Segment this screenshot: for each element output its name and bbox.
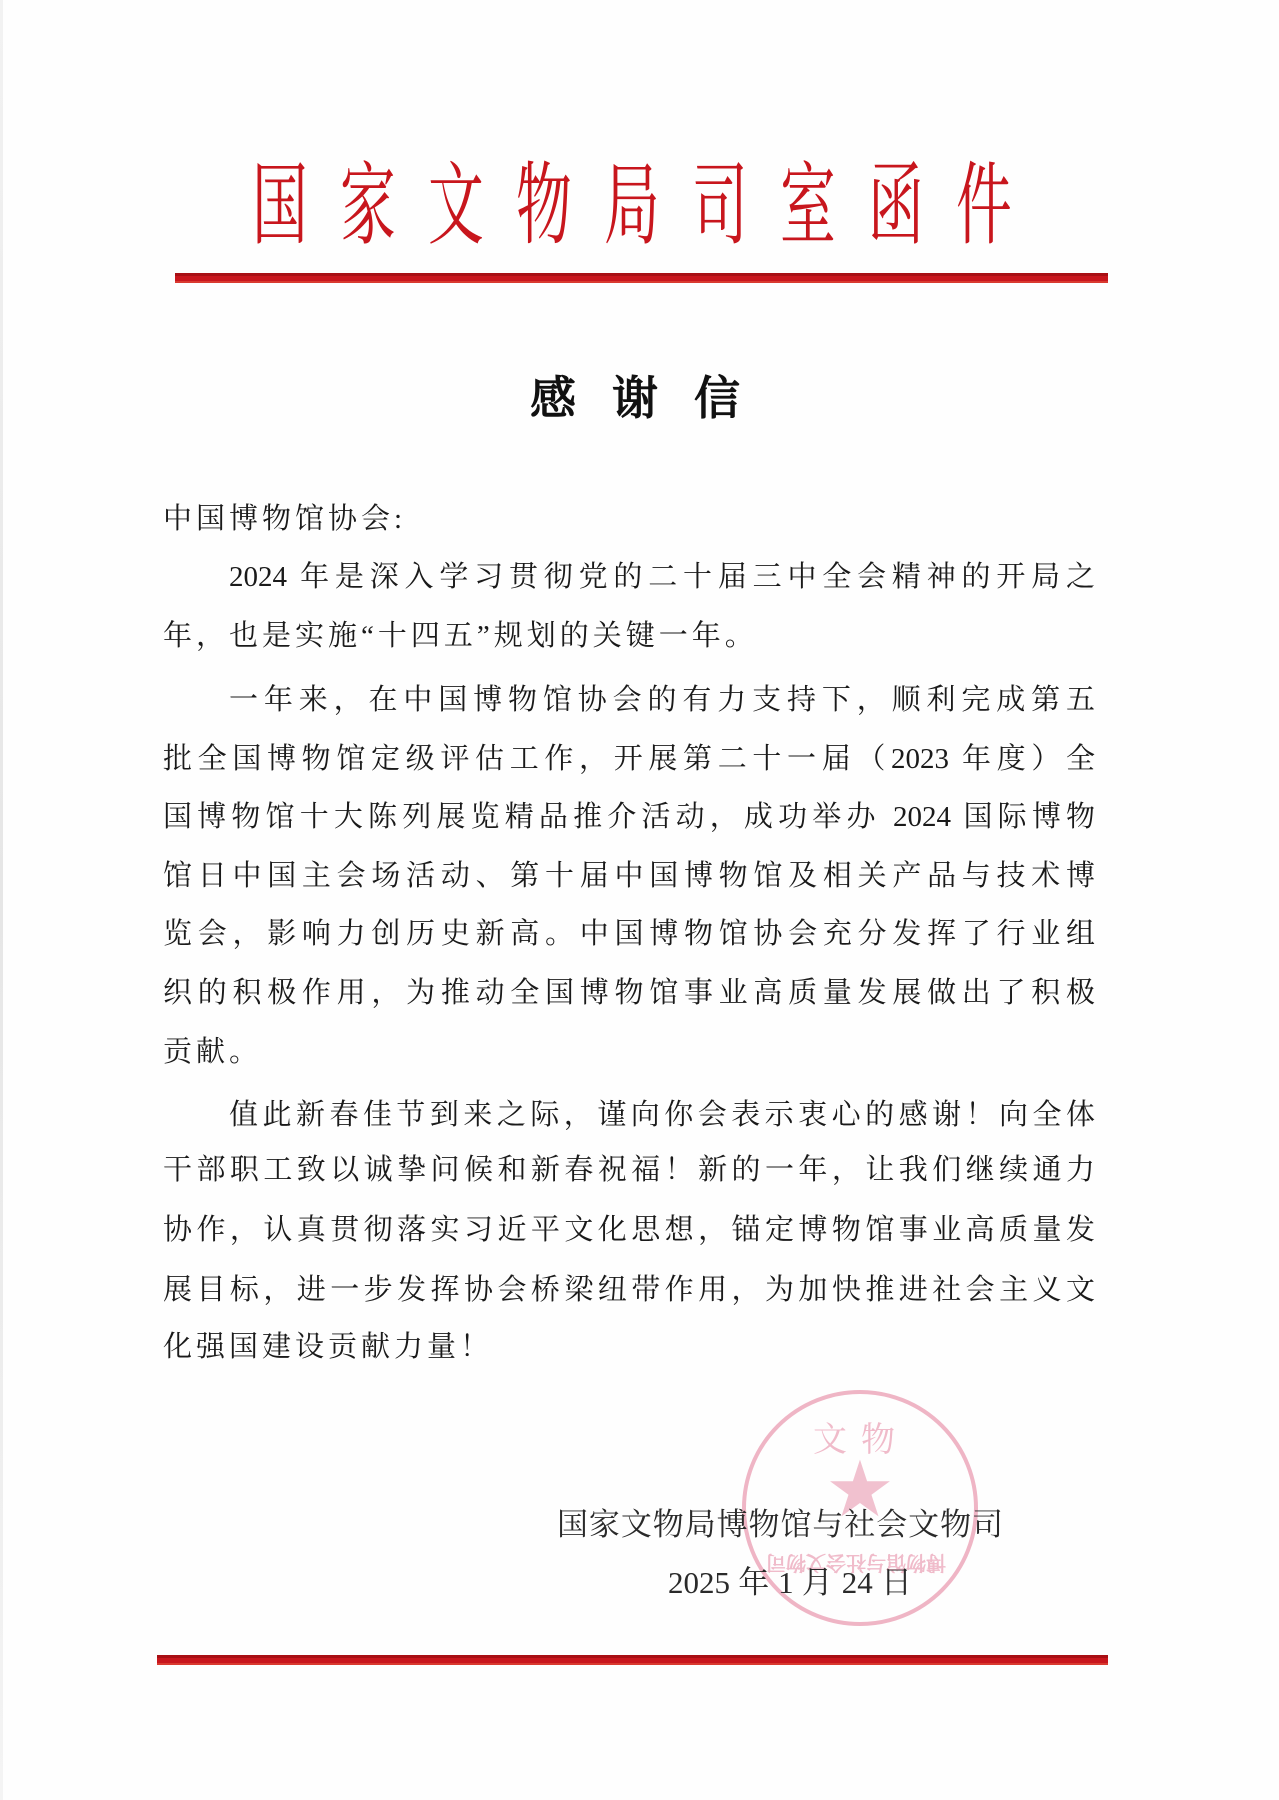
letterhead-red-rule xyxy=(175,273,1108,283)
footer-red-rule xyxy=(157,1655,1108,1665)
paragraph-2-line: 织的积极作用，为推动全国博物馆事业高质量发展做出了积极 xyxy=(163,977,1095,1009)
paragraph-3-line: 干部职工致以诚挚问候和新春祝福！新的一年，让我们继续通力 xyxy=(163,1154,1095,1186)
letterhead-char: 函 xyxy=(868,157,924,256)
signature-date: 2025 年 1 月 24 日 xyxy=(668,1565,912,1600)
letterhead-char: 国 xyxy=(252,157,308,256)
paragraph-3-line: 展目标，进一步发挥协会桥梁纽带作用，为加快推进社会主义文 xyxy=(163,1274,1095,1306)
scan-edge xyxy=(0,0,3,1800)
paragraph-2-line: 批全国博物馆定级评估工作，开展第二十一届（2023 年度）全 xyxy=(163,743,1095,775)
star-icon: ★ xyxy=(825,1446,895,1533)
seal-bottom-text: 博物馆与社会文物司 xyxy=(766,1551,946,1573)
paragraph-2-line: 览会，影响力创历史新高。中国博物馆协会充分发挥了行业组 xyxy=(163,918,1095,950)
paragraph-3-line: 协作，认真贯彻落实习近平文化思想，锚定博物馆事业高质量发 xyxy=(163,1214,1095,1246)
letterhead-title xyxy=(252,152,1030,262)
paragraph-2-line: 贡献。 xyxy=(163,1036,263,1068)
letterhead-char: 家 xyxy=(340,157,396,256)
letterhead-char: 文 xyxy=(428,157,484,256)
letterhead-char: 司 xyxy=(692,157,748,256)
paragraph-3-line: 值此新春佳节到来之际，谨向你会表示衷心的感谢！向全体 xyxy=(229,1099,1095,1131)
letterhead-char: 室 xyxy=(780,157,836,256)
seal-top-text: 文物 xyxy=(813,1422,909,1459)
letterhead-char: 件 xyxy=(956,157,1012,256)
paragraph-3-line: 化强国建设贡献力量！ xyxy=(163,1331,494,1363)
letterhead-char: 物 xyxy=(516,157,572,256)
paragraph-1-line: 2024 年是深入学习贯彻党的二十届三中全会精神的开局之 xyxy=(229,561,1095,593)
paragraph-2-line: 一年来，在中国博物馆协会的有力支持下，顺利完成第五 xyxy=(229,684,1095,716)
signature-department: 国家文物局博物馆与社会文物司 xyxy=(557,1507,1003,1542)
document-title: 感 谢 信 xyxy=(530,371,740,425)
greeting: 中国博物馆协会: xyxy=(163,503,407,535)
letterhead-char: 局 xyxy=(604,157,660,256)
paragraph-2-line: 国博物馆十大陈列展览精品推介活动，成功举办 2024 国际博物 xyxy=(163,801,1095,833)
paragraph-2-line: 馆日中国主会场活动、第十届中国博物馆及相关产品与技术博 xyxy=(163,860,1095,892)
paragraph-1-line: 年，也是实施“十四五”规划的关键一年。 xyxy=(163,620,758,652)
